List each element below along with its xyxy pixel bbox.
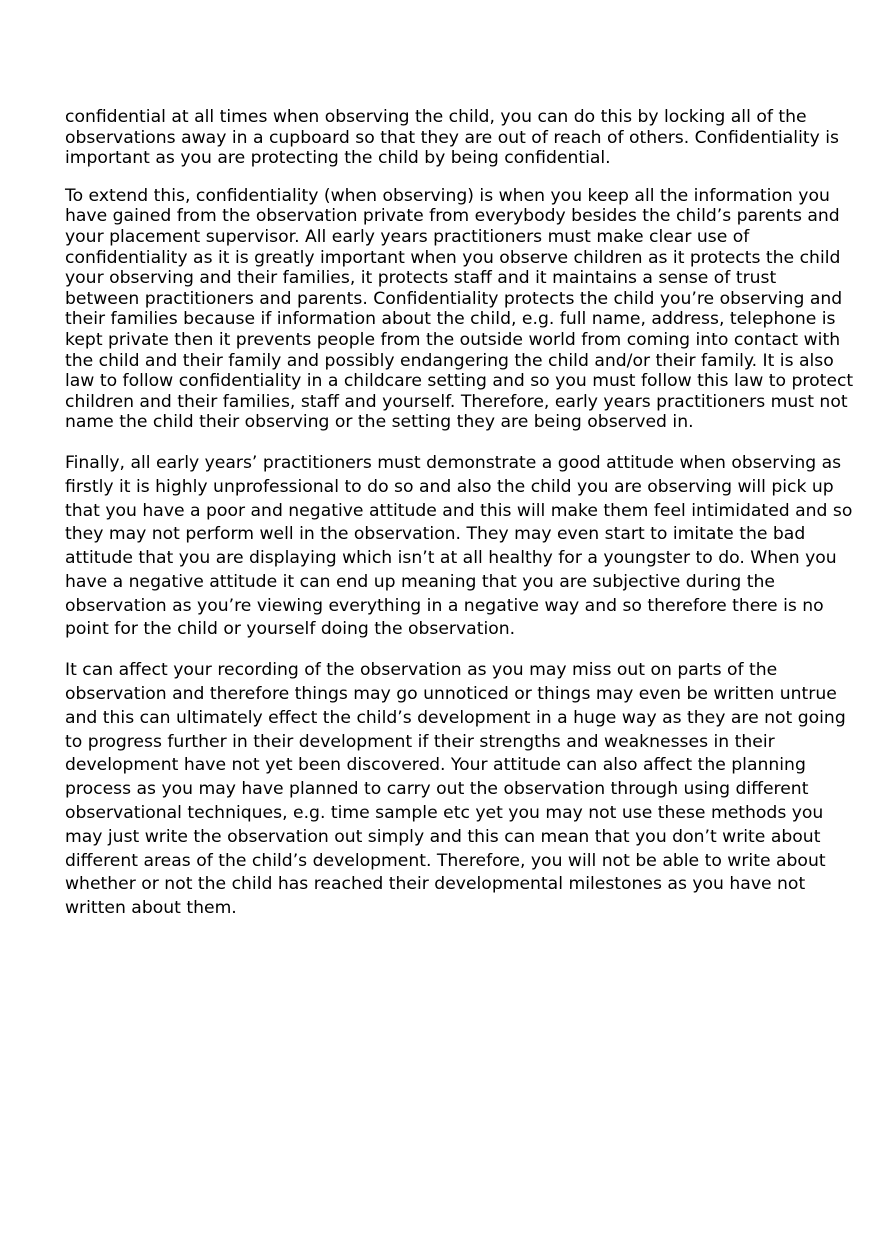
paragraph-attitude-effects: It can affect your recording of the observation as you may miss out on parts of the observation and therefore things may go unnoticed or things may even be written untrue and this can ultimately effect the child’s development in a huge way as they are not going to progress further in their development if their strengths and weaknesses in their development have not yet been discovered. Your attitude can also affect the planning process as you may have planned to carry out the observation through using different observational techniques, e.g. time sample etc yet you may not use these methods you may just write the observation out simply and this can mean that you don’t write about different areas of the child’s development. Therefore, you will not be able to write about whether or not the child has reached their developmental milestones as you have not written about them.: [65, 660, 846, 919]
paragraph-good-attitude: Finally, all early years’ practitioners must demonstrate a good attitude when observing as firstly it is highly unprofessional to do so and also the child you are observing will pick up that you have a poor and negative attitude and this will make them feel intimidated and so they may not perform well in the observation. They may even start to imitate the bad attitude that you are displaying which isn’t at all healthy for a youngster to do. When you have a negative attitude it can end up meaning that you are subjective during the observation as you’re viewing everything in a negative way and so therefore there is no point for the child or yourself doing the observation.: [65, 452, 853, 640]
paragraph-confidential-storage: confidential at all times when observing the child, you can do this by locking all of the observations away in a cupboard so that they are out of reach of others. Confidentiality is important as you are protecting the child by being confidential.: [65, 107, 839, 169]
document-page: [65, 107, 855, 921]
paragraph-confidentiality-explained: To extend this, confidentiality (when observing) is when you keep all the information you have gained from the observation private from everybody besides the child’s parents and your placement supervisor. All early years practitioners must make clear use of confidentiality as it is greatly important when you observe children as it protects the child your observing and their families, it protects staff and it maintains a sense of trust between practitioners and parents. Confidentiality protects the child you’re observing and their families because if information about the child, e.g. full name, address, telephone is kept private then it prevents people from the outside world from coming into contact with the child and their family and possibly endangering the child and/or their family. It is also law to follow confidentiality in a childcare setting and so you must follow this law to protect children and their families, staff and yourself. Therefore, early years practitioners must not name the child their observing or the setting they are being observed in.: [65, 185, 854, 433]
